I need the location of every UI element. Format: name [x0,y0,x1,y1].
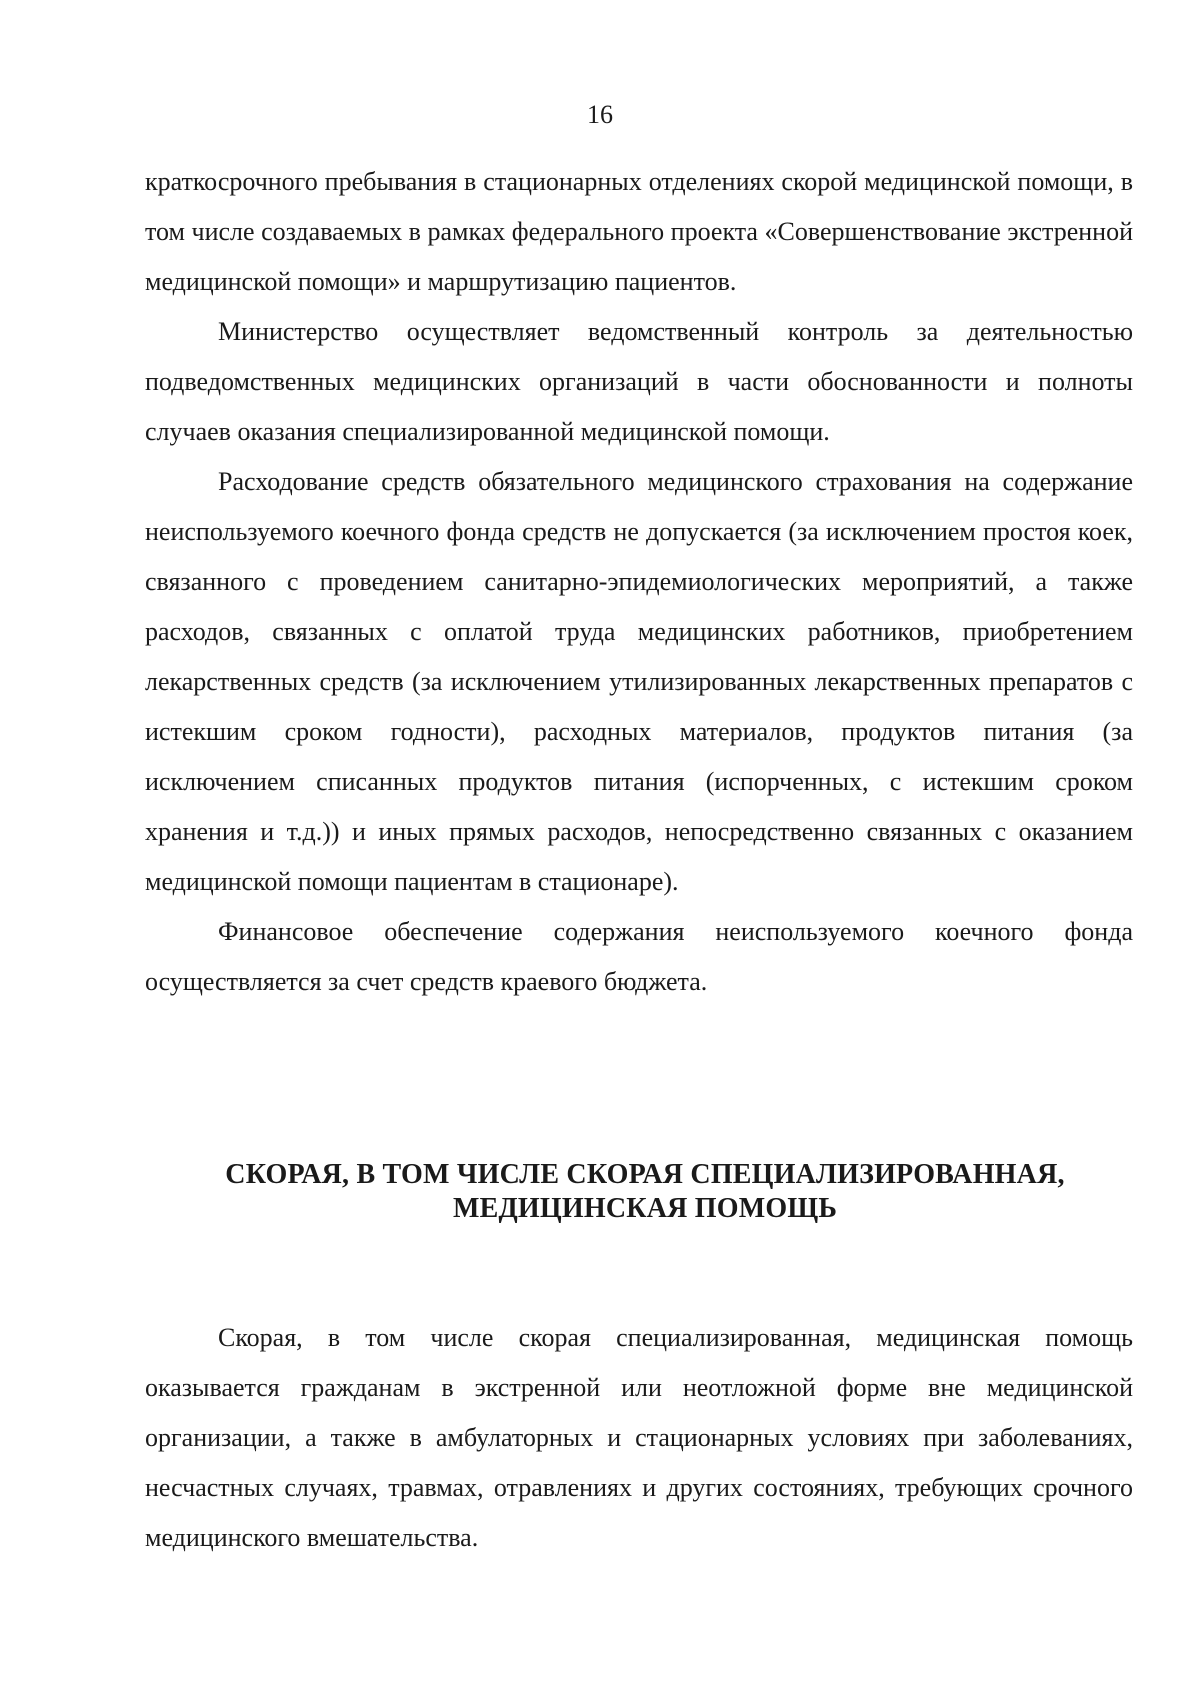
page-number: 16 [587,100,613,129]
paragraph: краткосрочного пребывания в стационарных отделениях скорой медицинской помощи, в том числе создаваемых в рамках федерального проекта «Совершенствование экстренной медицинской помощи» и маршрутизацию пациентов. [145,167,1133,296]
paragraph: Министерство осуществляет ведомственный контроль за деятельностью подведомственных медицинских организаций в части обоснованности и полноты случаев оказания специализированной медицинской помощи. [145,317,1133,446]
body-text-top [145,157,1133,1007]
body-text-bottom [145,1313,1133,1563]
paragraph: Скорая, в том числе скорая специализированная, медицинская помощь оказывается гражданам в экстренной или неотложной форме вне медицинской организации, а также в амбулаторных и стационарных условиях при заболеваниях, несчастных случаях, травмах, отравлениях и других состояниях, требующих срочного медицинского вмешательства. [145,1323,1133,1552]
section-title-line: МЕДИЦИНСКАЯ ПОМОЩЬ [452,1193,838,1224]
section-title [145,1158,1145,1226]
paragraph: Финансовое обеспечение содержания неиспользуемого коечного фонда осуществляется за счет средств краевого бюджета. [145,917,1133,996]
section-title-line: СКОРАЯ, В ТОМ ЧИСЛЕ СКОРАЯ СПЕЦИАЛИЗИРОВАННАЯ, [225,1159,1065,1190]
paragraph: Расходование средств обязательного медицинского страхования на содержание неиспользуемого коечного фонда средств не допускается (за исключением простоя коек, связанного с проведением санитарно-эпидемиологических мероприятий, а также расходов, связанных с оплатой труда медицинских работников, приобретением лекарственных средств (за исключением утилизированных лекарственных препаратов с истекшим сроком годности), расходных материалов, продуктов питания (за исключением списанных продуктов питания (испорченных, с истекшим сроком хранения и т.д.)) и иных прямых расходов, непосредственно связанных с оказанием медицинской помощи пациентам в стационаре). [145,467,1133,896]
